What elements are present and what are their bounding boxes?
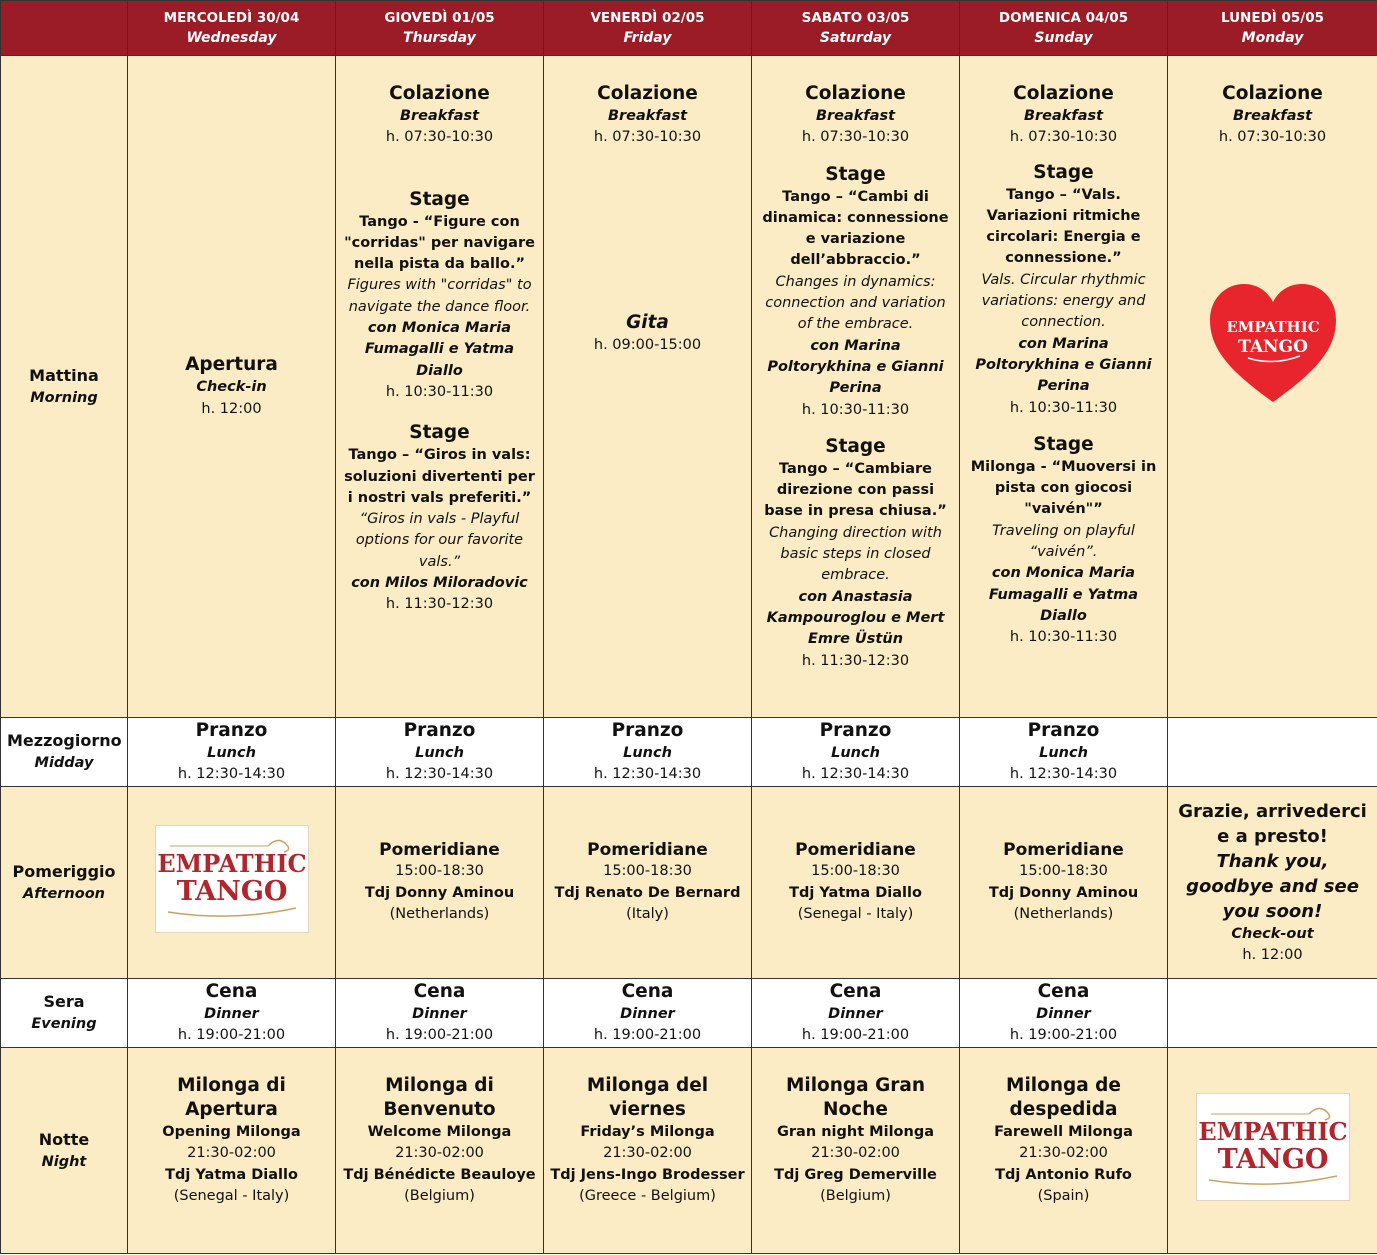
row-label-night: Notte Night (1, 1048, 128, 1254)
row-afternoon (1, 787, 1377, 979)
cell-dinner-sat: Cena Dinner h. 19:00-21:00 (752, 979, 960, 1048)
empathic-tango-logo (155, 825, 309, 933)
row-label-evening: Sera Evening (1, 979, 128, 1048)
cell-night-wed: Milonga di Apertura Opening Milonga 21:30-02:00 Tdj Yatma Diallo (Senegal - Italy) (128, 1048, 336, 1254)
heart-logo-line1: EMPATHIC (1225, 317, 1320, 336)
cell-afternoon-wed (128, 787, 336, 979)
day-header-sat: SABATO 03/05 Saturday (752, 1, 960, 56)
row-label-morning: Mattina Morning (1, 56, 128, 718)
empathic-tango-logo-night-icon (1197, 1094, 1349, 1200)
header-row (1, 1, 1377, 56)
cell-morning-wed: Apertura Check-in h. 12:00 (128, 56, 336, 718)
logo-line2: TANGO (176, 875, 287, 907)
cell-dinner-sun: Cena Dinner h. 19:00-21:00 (960, 979, 1168, 1048)
cell-morning-fri: Colazione Breakfast h. 07:30-10:30 Gita h. 09:00-15:00 (544, 56, 752, 718)
cell-afternoon-fri: Pomeridiane 15:00-18:30 Tdj Renato De Bernard (Italy) (544, 787, 752, 979)
cell-lunch-thu: Pranzo Lunch h. 12:30-14:30 (336, 718, 544, 787)
cell-afternoon-thu: Pomeridiane 15:00-18:30 Tdj Donny Aminou (Netherlands) (336, 787, 544, 979)
cell-morning-sun: Colazione Breakfast h. 07:30-10:30 Stage Tango – “Vals. Variazioni ritmiche circolari: Energia e connessione.” Vals. Circular rhythmic variations: energy and connection. con Marina Poltorykhina e Gianni Perina h. 10:30-11:30 Stage Milonga - “Muoversi in pista con giocosi "vaivén"” Traveling on playful “vaivén”. con Monica Maria Fumagalli e Yatma Diallo h. 10:30-11:30 (960, 56, 1168, 718)
row-evening (1, 979, 1377, 1048)
empathic-tango-logo-night (1196, 1093, 1350, 1201)
cell-dinner-wed: Cena Dinner h. 19:00-21:00 (128, 979, 336, 1048)
row-morning (1, 56, 1377, 718)
row-label-afternoon: Pomeriggio Afternoon (1, 787, 128, 979)
row-label-midday: Mezzogiorno Midday (1, 718, 128, 787)
cell-afternoon-sun: Pomeridiane 15:00-18:30 Tdj Donny Aminou (Netherlands) (960, 787, 1168, 979)
heart-logo-line2: TANGO (1237, 336, 1308, 357)
cell-dinner-thu: Cena Dinner h. 19:00-21:00 (336, 979, 544, 1048)
cell-night-thu: Milonga di Benvenuto Welcome Milonga 21:30-02:00 Tdj Bénédicte Beauloye (Belgium) (336, 1048, 544, 1254)
day-header-mon: LUNEDÌ 05/05 Monday (1168, 1, 1377, 56)
day-header-sun: DOMENICA 04/05 Sunday (960, 1, 1168, 56)
cell-morning-sat: Colazione Breakfast h. 07:30-10:30 Stage Tango – “Cambi di dinamica: connessione e variazione dell’abbraccio.” Changes in dynamics: connection and variation of the embrace. con Marina Poltorykhina e Gianni Perina h. 10:30-11:30 Stage Tango – “Cambiare direzione con passi base in presa chiusa.” Changing direction with basic steps in closed embrace. con Anastasia Kampouroglou e Mert Emre Üstün h. 11:30-12:30 (752, 56, 960, 718)
cell-morning-mon: Colazione Breakfast h. 07:30-10:30 EMPATHIC TANGO (1168, 56, 1377, 718)
cell-afternoon-sat: Pomeridiane 15:00-18:30 Tdj Yatma Diallo (Senegal - Italy) (752, 787, 960, 979)
header-corner (1, 1, 128, 56)
empathic-tango-logo-icon (156, 826, 308, 932)
cell-afternoon-mon: Grazie, arrivederci e a presto! Thank you, goodbye and see you soon! Check-out h. 12:00 (1168, 787, 1377, 979)
cell-morning-thu: Colazione Breakfast h. 07:30-10:30 Stage Tango - “Figure con "corridas" per navigare nella pista da ballo.” Figures with "corridas" to navigate the dance floor. con Monica Maria Fumagalli e Yatma Diallo h. 10:30-11:30 Stage Tango – “Giros in vals: soluzioni divertenti per i nostri vals preferiti.” “Giros in vals - Playful options for our favorite vals.” con Milos Miloradovic h. 11:30-12:30 (336, 56, 544, 718)
row-midday (1, 718, 1377, 787)
day-header-wed: MERCOLEDÌ 30/04 Wednesday (128, 1, 336, 56)
cell-night-sun: Milonga de despedida Farewell Milonga 21:30-02:00 Tdj Antonio Rufo (Spain) (960, 1048, 1168, 1254)
logo-line1: EMPATHIC (156, 848, 307, 878)
cell-lunch-sun: Pranzo Lunch h. 12:30-14:30 (960, 718, 1168, 787)
cell-night-mon (1168, 1048, 1377, 1254)
cell-night-sat: Milonga Gran Noche Gran night Milonga 21:30-02:00 Tdj Greg Demerville (Belgium) (752, 1048, 960, 1254)
cell-lunch-sat: Pranzo Lunch h. 12:30-14:30 (752, 718, 960, 787)
day-header-fri: VENERDÌ 02/05 Friday (544, 1, 752, 56)
day-header-thu: GIOVEDÌ 01/05 Thursday (336, 1, 544, 56)
logo-night-line1: EMPATHIC (1197, 1116, 1348, 1146)
cell-dinner-mon (1168, 979, 1377, 1048)
cell-dinner-fri: Cena Dinner h. 19:00-21:00 (544, 979, 752, 1048)
cell-lunch-mon (1168, 718, 1377, 787)
heart-logo-icon (1208, 282, 1338, 404)
cell-lunch-fri: Pranzo Lunch h. 12:30-14:30 (544, 718, 752, 787)
logo-night-line2: TANGO (1217, 1143, 1328, 1175)
cell-night-fri: Milonga del viernes Friday’s Milonga 21:30-02:00 Tdj Jens-Ingo Brodesser (Greece - Belgium) (544, 1048, 752, 1254)
row-night (1, 1048, 1377, 1254)
cell-lunch-wed: Pranzo Lunch h. 12:30-14:30 (128, 718, 336, 787)
